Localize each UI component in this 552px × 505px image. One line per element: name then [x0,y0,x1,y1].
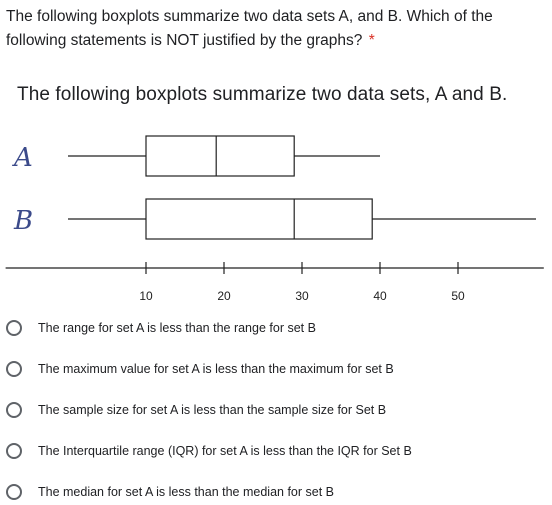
option-5[interactable] [6,480,334,504]
option-4[interactable] [6,439,412,463]
x-tick-label: 10 [139,289,153,303]
option-label: The median for set A is less than the median for set B [38,485,334,499]
box-a [146,136,294,176]
x-tick-label: 50 [451,289,465,303]
option-1[interactable] [6,316,316,340]
option-3[interactable] [6,398,386,422]
question-text [6,5,546,53]
option-label: The sample size for set A is less than the sample size for Set B [38,403,387,417]
radio-button[interactable] [6,402,22,418]
series-label-a: A [14,143,33,173]
series-label-b: B [14,206,34,236]
x-tick-label: 30 [295,289,309,303]
figure-title: The following boxplots summarize two data sets, A and B. [17,84,508,105]
required-marker: * [368,32,375,49]
radio-button[interactable] [6,320,22,336]
option-label: The range for set A is less than the range for set B [38,321,316,335]
radio-button[interactable] [6,443,22,459]
option-label: The maximum value for set A is less than the maximum for set B [38,362,394,376]
option-2[interactable] [6,357,394,381]
boxplot-chart [0,78,552,308]
box-b [146,199,372,239]
option-label: The Interquartile range (IQR) for set A is less than the IQR for Set B [38,444,412,458]
x-tick-label: 40 [373,289,387,303]
boxplot-figure [0,78,552,308]
x-tick-label: 20 [217,289,231,303]
question-text-body: The following boxplots summarize two data sets A, and B. Which of the following statements is NOT justified by the graphs? [6,8,493,49]
radio-button[interactable] [6,361,22,377]
radio-button[interactable] [6,484,22,500]
